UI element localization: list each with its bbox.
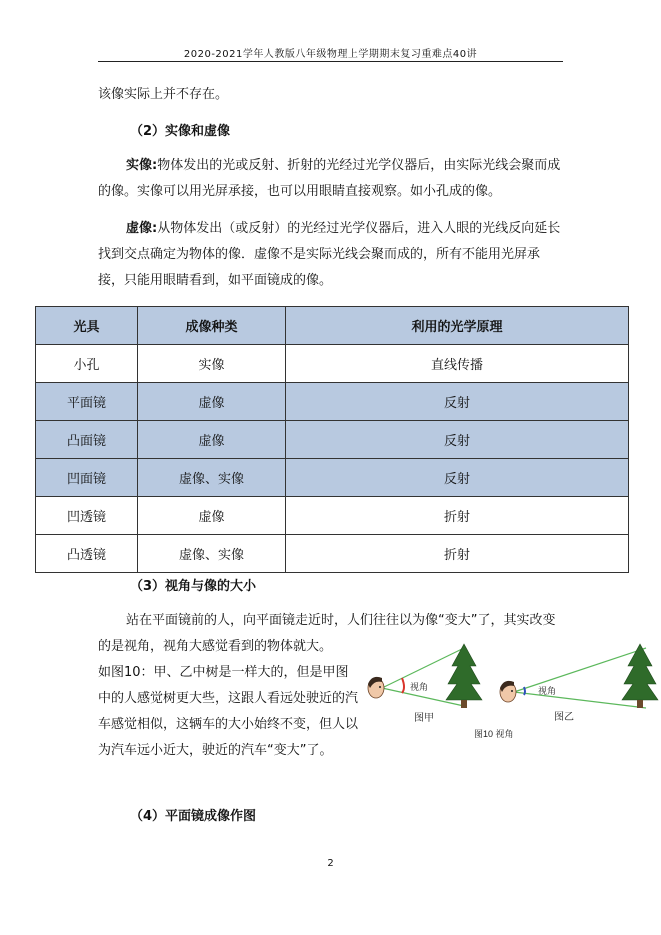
table-cell: 反射: [286, 421, 629, 459]
section-2-title: （2）实像和虚像: [130, 124, 231, 139]
table-header-row: [36, 307, 629, 345]
table-cell: 虚像: [138, 497, 286, 535]
figure-a: [368, 644, 482, 724]
table-row: [36, 421, 629, 459]
table-row: [36, 535, 629, 573]
section-3-title: （3）视角与像的大小: [130, 579, 257, 594]
table-cell: 折射: [286, 497, 629, 535]
figure-explanation-paragraph: 如图10：甲、乙中树是一样大的，但是甲图中的人感觉树更大些，这跟人看远处驶近的汽车感觉相似，这辆车的大小始终不变，但人以为汽车远小近大，驶近的汽车“变大”了。: [98, 665, 359, 758]
figure-b-caption: 图乙: [554, 712, 574, 723]
table-cell: 实像: [138, 345, 286, 383]
figure-caption: 图10 视角: [474, 729, 514, 739]
table-cell: 虚像: [138, 421, 286, 459]
table-cell: 小孔: [36, 345, 138, 383]
angle-label-a: 视角: [410, 682, 429, 692]
viewing-angle-arc-b: [524, 687, 525, 695]
table-cell: 凸面镜: [36, 421, 138, 459]
optics-table: [35, 306, 629, 573]
table-row: [36, 345, 629, 383]
real-image-paragraph: [98, 153, 563, 205]
table-cell: 直线传播: [286, 345, 629, 383]
table-cell: 反射: [286, 459, 629, 497]
table-cell: 凹透镜: [36, 497, 138, 535]
table-row: [36, 383, 629, 421]
viewing-angle-figure: [362, 636, 661, 746]
virtual-image-term: 虚像:: [126, 221, 158, 236]
section-4-title: （4）平面镜成像作图: [130, 809, 257, 824]
angle-label-b: 视角: [538, 686, 557, 696]
table-row: [36, 459, 629, 497]
table-cell: 凸透镜: [36, 535, 138, 573]
table-cell: 平面镜: [36, 383, 138, 421]
figure-a-caption: 图甲: [414, 713, 434, 724]
figure-b: [500, 644, 658, 723]
table-cell: 虚像: [138, 383, 286, 421]
table-cell: 虚像、实像: [138, 535, 286, 573]
intro-text: 该像实际上并不存在。: [98, 87, 229, 102]
table-cell: 折射: [286, 535, 629, 573]
header-optical-principle: 利用的光学原理: [286, 307, 629, 345]
viewer-head-icon: [500, 681, 516, 702]
virtual-image-paragraph: [98, 216, 563, 294]
virtual-image-text: 从物体发出（或反射）的光经过光学仪器后，进入人眼的光线反向延长找到交点确定为物体的像．虚像不是实际光线会聚而成的，所有不能用光屏承接，只能用眼睛看到，如平面镜成的像。: [98, 221, 561, 288]
viewer-head-icon: [368, 677, 384, 698]
sight-line-top-b: [514, 648, 646, 692]
header-image-type: 成像种类: [138, 307, 286, 345]
page-header: 2020-2021学年人教版八年级物理上学期期末复习重难点40讲: [183, 49, 478, 60]
viewing-angle-paragraph: 站在平面镜前的人，向平面镜走近时，人们往往以为像“变大”了，其实改变的是视角，视角大感觉看到的物体就大。: [98, 613, 556, 654]
header-rule: [98, 61, 563, 62]
viewing-angle-arc-a: [402, 678, 404, 693]
table-cell: 凹面镜: [36, 459, 138, 497]
page-number: 2: [327, 858, 334, 869]
header-optical-device: 光具: [36, 307, 138, 345]
table-row: [36, 497, 629, 535]
table-cell: 虚像、实像: [138, 459, 286, 497]
real-image-term: 实像:: [126, 158, 158, 173]
real-image-text: 物体发出的光或反射、折射的光经过光学仪器后，由实际光线会聚而成的像。实像可以用光屏承接，也可以用眼睛直接观察。如小孔成的像。: [98, 158, 561, 199]
table-cell: 反射: [286, 383, 629, 421]
